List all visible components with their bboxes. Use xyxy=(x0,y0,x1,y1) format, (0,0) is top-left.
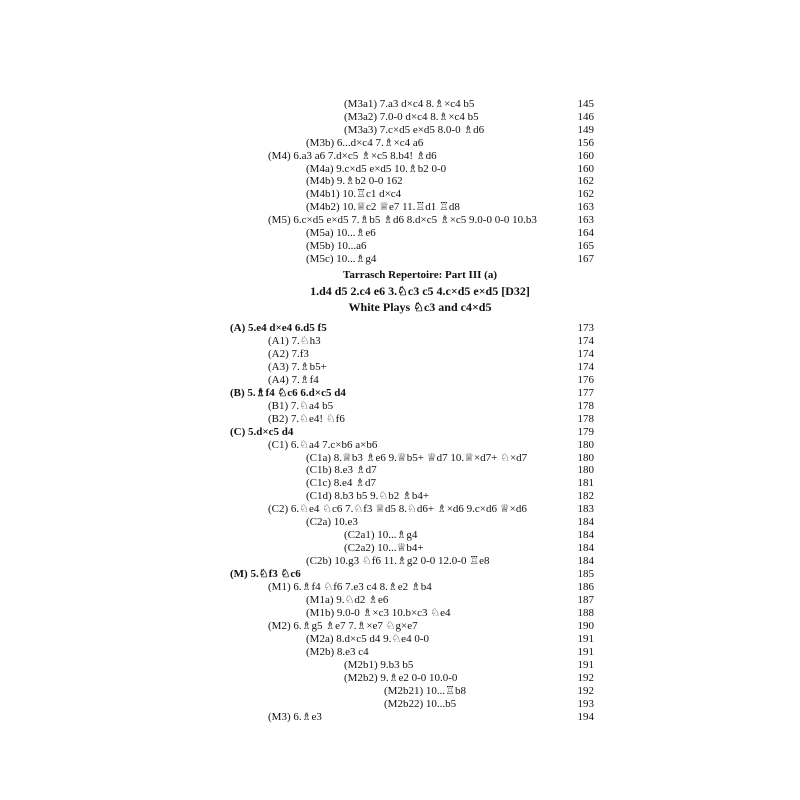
toc-entry-text: (M2b) 8.e3 c4 xyxy=(306,645,369,658)
toc-entry-text: (M1b) 9.0-0 ♗×c3 10.b×c3 ♘e4 xyxy=(306,606,451,619)
toc-entry xyxy=(230,439,594,452)
toc-entry-page-number: 178 xyxy=(577,399,594,412)
toc-entry xyxy=(230,555,594,568)
toc-entry-text: (M2a) 8.d×c5 d4 9.♘e4 0-0 xyxy=(306,632,429,645)
toc-entry-text: (M1) 6.♗f4 ♘f6 7.e3 c4 8.♗e2 ♗b4 xyxy=(268,581,432,593)
toc-entry xyxy=(230,124,594,137)
toc-entry-page-number: 167 xyxy=(577,252,594,265)
toc-entry-text: (M4a) 9.c×d5 e×d5 10.♗b2 0-0 xyxy=(306,162,447,175)
toc-entry-page-number: 156 xyxy=(577,136,594,149)
toc-entry xyxy=(230,464,594,477)
toc-entry xyxy=(230,214,594,227)
toc-entry xyxy=(230,413,594,426)
toc-entry-text: (C2a) 10.e3 xyxy=(306,516,358,529)
toc-entry-page-number: 194 xyxy=(577,710,594,723)
toc-entry-page-number: 184 xyxy=(577,529,594,542)
toc-entry-text: (C2a2) 10...♕b4+ xyxy=(344,542,424,555)
toc-entry xyxy=(230,633,594,646)
toc-entry-text: (M1a) 9.♘d2 ♗e6 xyxy=(306,593,389,606)
toc-entry xyxy=(230,646,594,659)
toc-entry-page-number: 190 xyxy=(577,619,594,632)
toc-entry-text: (A2) 7.f3 xyxy=(268,347,309,360)
toc-entry-text: (M2b1) 9.b3 b5 xyxy=(344,658,414,671)
toc-entry-page-number: 174 xyxy=(577,347,594,360)
toc-entry xyxy=(230,516,594,529)
toc-entry-page-number: 180 xyxy=(577,451,594,464)
section-heading-moves: 1.d4 d5 2.c4 e6 3.♘c3 c5 4.c×d5 e×d5 [D32] xyxy=(310,284,530,298)
toc-entry-text: (M3b) 6...d×c4 7.♗×c4 a6 xyxy=(306,136,424,149)
toc-entry-page-number: 181 xyxy=(577,477,594,490)
toc-entry-text: (M2) 6.♗g5 ♗e7 7.♗×e7 ♘g×e7 xyxy=(268,619,418,632)
toc-entry xyxy=(230,322,594,335)
toc-entry xyxy=(230,374,594,387)
toc-entry xyxy=(230,335,594,348)
toc-entry-page-number: 184 xyxy=(577,542,594,555)
toc-entry-text: (M3a1) 7.a3 d×c4 8.♗×c4 b5 xyxy=(344,98,475,110)
toc-entry xyxy=(230,400,594,413)
toc-entry xyxy=(230,568,594,581)
toc-entry xyxy=(230,175,594,188)
toc-entry-page-number: 146 xyxy=(577,110,594,123)
toc-entry-text: (M3a2) 7.0-0 d×c4 8.♗×c4 b5 xyxy=(344,110,479,123)
toc-entry-text: (M2b2) 9.♗e2 0-0 10.0-0 xyxy=(344,671,458,684)
toc-entry-text: (A) 5.e4 d×e4 6.d5 f5 xyxy=(230,322,327,334)
toc-entry xyxy=(230,163,594,176)
toc-entry-text: (M3) 6.♗e3 xyxy=(268,710,322,723)
section-heading-subtitle: White Plays ♘c3 and c4×d5 xyxy=(348,300,492,314)
toc-entry-page-number: 174 xyxy=(577,360,594,373)
toc-entry-page-number: 192 xyxy=(577,671,594,684)
toc-entry xyxy=(230,227,594,240)
toc-entry xyxy=(230,477,594,490)
toc-entry xyxy=(230,240,594,253)
toc-entry xyxy=(230,620,594,633)
toc-entry-text: (B2) 7.♘e4! ♘f6 xyxy=(268,412,345,425)
toc-entry xyxy=(230,594,594,607)
toc-entry xyxy=(230,201,594,214)
toc-entry-text: (M5c) 10...♗g4 xyxy=(306,252,377,265)
toc-entry-text: (C2) 6.♘e4 ♘c6 7.♘f3 ♕d5 8.♘d6+ ♗×d6 9.c×d6 ♕×d6 xyxy=(268,503,527,516)
toc-entry-page-number: 165 xyxy=(577,239,594,252)
toc-entry-text: (A3) 7.♗b5+ xyxy=(268,360,327,373)
toc-entry-text: (M3a3) 7.c×d5 e×d5 8.0-0 ♗d6 xyxy=(344,123,485,136)
toc-entry-page-number: 173 xyxy=(577,322,594,334)
toc-entry-page-number: 191 xyxy=(577,658,594,671)
toc-entry-page-number: 163 xyxy=(577,214,594,227)
toc-entry-text: (M5) 6.c×d5 e×d5 7.♗b5 ♗d6 8.d×c5 ♗×c5 9.0-0 0-0 10.b3 xyxy=(268,214,537,227)
toc-entry-text: (M2b21) 10...♖b8 xyxy=(384,684,466,697)
toc-entry-page-number: 187 xyxy=(577,593,594,606)
toc-entry-page-number: 163 xyxy=(577,201,594,214)
toc-entry-page-number: 185 xyxy=(577,568,594,581)
toc-entry-page-number: 184 xyxy=(577,555,594,568)
toc-entry-text: (M4b1) 10.♖c1 d×c4 xyxy=(306,188,402,201)
toc-entry-text: (B1) 7.♘a4 b5 xyxy=(268,399,334,412)
toc-entry-page-number: 180 xyxy=(577,438,594,451)
toc-entry xyxy=(230,659,594,672)
toc-entry xyxy=(230,529,594,542)
toc-entry-text: (C1a) 8.♕b3 ♗e6 9.♕b5+ ♕d7 10.♕×d7+ ♘×d7 xyxy=(306,451,528,464)
toc-entry xyxy=(230,452,594,465)
toc-entry xyxy=(230,607,594,620)
toc-entry-page-number: 183 xyxy=(577,503,594,516)
toc-entry-page-number: 149 xyxy=(577,123,594,136)
toc-entry-page-number: 188 xyxy=(577,606,594,619)
toc-entry xyxy=(230,361,594,374)
toc-entry xyxy=(230,150,594,163)
toc-entry xyxy=(230,503,594,516)
toc-entry-text: (C) 5.d×c5 d4 xyxy=(230,425,294,438)
toc-entry-page-number: 191 xyxy=(577,632,594,645)
toc-entry-page-number: 160 xyxy=(577,162,594,175)
toc-entry xyxy=(230,387,594,400)
toc-entry-text: (A1) 7.♘h3 xyxy=(268,334,321,347)
toc-entry-text: (M5b) 10...a6 xyxy=(306,239,367,252)
toc-entry-text: (A4) 7.♗f4 xyxy=(268,373,319,386)
toc-entry-text: (C2b) 10.g3 ♘f6 11.♗g2 0-0 12.0-0 ♖e8 xyxy=(306,555,490,568)
toc-entry-text: (C1d) 8.b3 b5 9.♘b2 ♗b4+ xyxy=(306,490,430,503)
toc-entry xyxy=(230,672,594,685)
toc-entry-page-number: 174 xyxy=(577,334,594,347)
toc-entry-page-number: 162 xyxy=(577,188,594,201)
toc-entry-page-number: 160 xyxy=(577,149,594,162)
toc-entry xyxy=(230,581,594,594)
toc-entry-page-number: 182 xyxy=(577,490,594,503)
toc-entry-page-number: 180 xyxy=(577,464,594,477)
toc-entry xyxy=(230,137,594,150)
toc-entry-page-number: 145 xyxy=(577,98,594,110)
toc-entry-page-number: 162 xyxy=(577,175,594,188)
toc-entry xyxy=(230,490,594,503)
toc-entry xyxy=(230,188,594,201)
toc-entry-page-number: 193 xyxy=(577,697,594,710)
toc-entry-page-number: 192 xyxy=(577,684,594,697)
toc-entry-text: (M4) 6.a3 a6 7.d×c5 ♗×c5 8.b4! ♗d6 xyxy=(268,149,437,162)
toc-entry-text: (B) 5.♗f4 ♘c6 6.d×c5 d4 xyxy=(230,386,346,399)
toc-entry xyxy=(230,698,594,711)
toc-entry-page-number: 177 xyxy=(577,386,594,399)
toc-entry-text: (C1) 6.♘a4 7.c×b6 a×b6 xyxy=(268,438,378,451)
toc-entry xyxy=(230,253,594,266)
toc-entry-text: (M4b) 9.♗b2 0-0 162 xyxy=(306,175,403,188)
toc-entry-page-number: 179 xyxy=(577,425,594,438)
toc-entry-text: (M) 5.♘f3 ♘c6 xyxy=(230,568,301,581)
toc-entry-page-number: 178 xyxy=(577,412,594,425)
toc-entry-text: (C2a1) 10...♗g4 xyxy=(344,529,418,542)
toc-entry-page-number: 186 xyxy=(577,581,594,593)
toc-entry-page-number: 176 xyxy=(577,373,594,386)
toc-entry-text: (M5a) 10...♗e6 xyxy=(306,227,376,239)
toc-entry xyxy=(230,348,594,361)
toc-entry-text: (C1b) 8.e3 ♗d7 xyxy=(306,464,377,477)
toc-entry-text: (M4b2) 10.♕c2 ♕e7 11.♖d1 ♖d8 xyxy=(306,201,460,214)
section-heading-title: Tarrasch Repertoire: Part III (a) xyxy=(343,269,497,281)
toc-entry-text: (C1c) 8.e4 ♗d7 xyxy=(306,477,377,490)
toc-entry-page-number: 164 xyxy=(577,227,594,239)
toc-entry xyxy=(230,685,594,698)
toc-entry xyxy=(230,426,594,439)
toc-entry xyxy=(230,542,594,555)
toc-entry-page-number: 191 xyxy=(577,645,594,658)
toc-entry xyxy=(230,111,594,124)
toc-entry xyxy=(230,711,594,724)
toc-entry xyxy=(230,98,594,111)
toc-entry-text: (M2b22) 10...b5 xyxy=(384,697,457,710)
toc-entry-page-number: 184 xyxy=(577,516,594,529)
